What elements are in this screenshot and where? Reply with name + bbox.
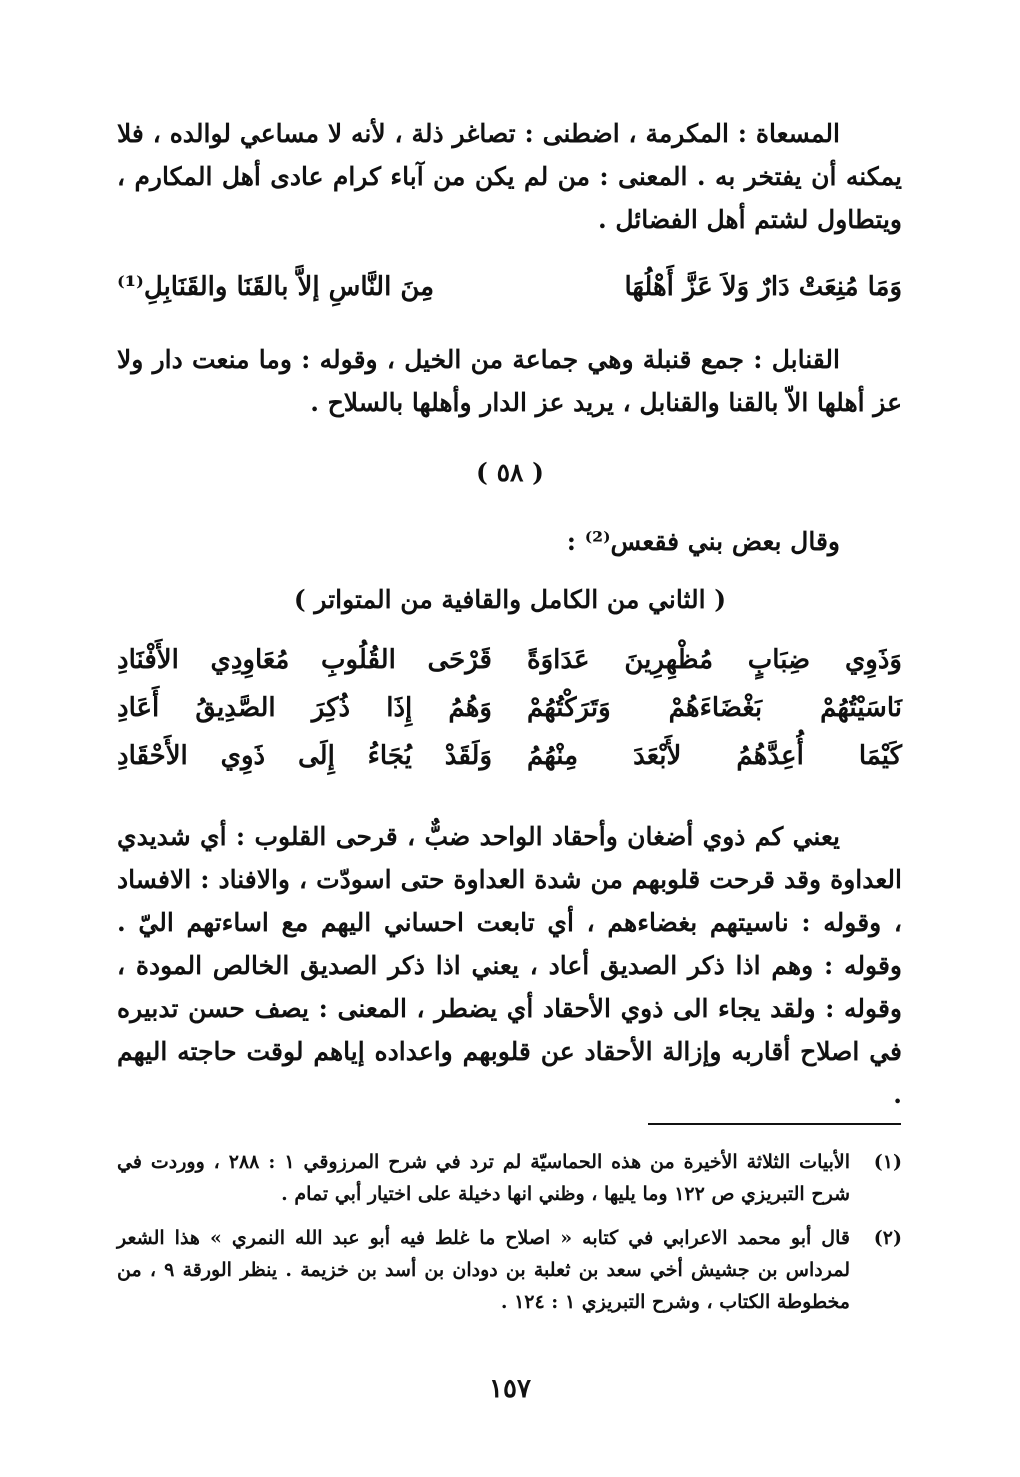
footnote-1-text: الأبيات الثلاثة الأخيرة من هذه الحماسيّة لم ترد في شرح المرزوقي ١ : ٢٨٨ ، ووردت في شرح التبريزي ص ١٢٢ وما يليها ، وظني انها دخيلة على اختيار أبي تمام .: [117, 1151, 850, 1205]
poem-verse-2: [117, 693, 902, 741]
meter-note: ( الثاني من الكامل والقافية من المتواتر ): [293, 585, 727, 614]
commentary-text-3: يعني كم ذوي أضغان وأحقاد الواحد ضبٌّ ، قرحى القلوب : أي شديدي العداوة وقد قرحت قلوبهم من شدة العداوة حتى اسودّت ، والافناد : الافساد ، وقوله : ناسيتهم بغضاءهم ، أي تابعت احساني اليهم مع اساءتهم اليّ . وقوله : وهم اذا ذكر الصديق أعاد ، يعني اذا ذكر الصديق الخالص المودة ، وقوله : ولقد يجاء الى ذوي الأحقاد أي يضطر ، المعنى : يصف حسن تدبيره في اصلاح أقاربه وإزالة الأحقاد عن قلوبهم واعداده إياهم لوقت حاجته اليهم .: [117, 822, 903, 1109]
commentary-paragraph-3: [117, 815, 902, 1116]
verse-hemistich-second: مِنَ النَّاسِ إلاَّ بالقَنَا والقَنَابِلِ⁽¹⁾: [117, 272, 435, 302]
poem-intro: وقال بعض بني فقعس⁽²⁾ :: [566, 527, 840, 556]
poem-verse-3: [117, 741, 902, 789]
poem-block: [117, 645, 902, 789]
poem-verse-1: [117, 645, 902, 693]
verse-hemistich-first: وَمَا مُنِعَتْ دَارٌ وَلاَ عَزَّ أَهْلُهَا: [624, 272, 902, 302]
commentary-paragraph-1: [117, 112, 902, 241]
footnote-divider: [648, 1123, 901, 1125]
page-number: ١٥٧: [489, 1374, 531, 1404]
footnote-2-number: (٢): [873, 1227, 902, 1249]
section-number: ( ٥٨ ): [476, 458, 544, 487]
verse-2-hemistich-second: وَهُمُ إِذَا ذُكِرَ الصَّدِيقُ أَعَادِ: [117, 693, 492, 723]
verse-line: [117, 272, 902, 312]
commentary-text-2: القنابل : جمع قنبلة وهي جماعة من الخيل ، وقوله : وما منعت دار ولا عز أهلها الاّ بالقنا والقنابل ، يريد عز الدار وأهلها بالسلاح .: [117, 345, 902, 417]
footnote-2: [117, 1222, 902, 1318]
verse-1-hemistich-second: قَرْحَى القُلُوبِ مُعَاوِدِي الأَفْنَادِ: [117, 645, 492, 675]
commentary-paragraph-2: [117, 338, 902, 424]
footnote-1: [117, 1146, 902, 1210]
verse-2-hemistich-first: نَاسَيْتُهُمْ بَغْضَاءَهُمْ وَتَرَكْتُهُمْ: [527, 693, 902, 723]
verse-3-hemistich-first: كَيْمَا أُعِدَّهُمُ لأَبْعَدَ مِنْهُمُ: [527, 741, 902, 771]
verse-1-hemistich-first: وَذَوِي ضِبَابٍ مُظْهِرِينَ عَدَاوَةً: [527, 645, 902, 675]
footnote-2-text: قال أبو محمد الاعرابي في كتابه « اصلاح ما غلط فيه أبو عبد الله النمري » هذا الشعر لمرداس بن جشيش أخي سعد بن ثعلبة بن دودان بن أسد بن خزيمة . ينظر الورقة ٩ ، من مخطوطة الكتاب ، وشرح التبريزي ١ : ١٢٤ .: [117, 1227, 850, 1313]
footnote-1-number: (١): [873, 1151, 902, 1173]
commentary-text-1: المسعاة : المكرمة ، اضطنى : تصاغر ذلة ، لأنه لا مساعي لوالده ، فلا يمكنه أن يفتخر به . المعنى : من لم يكن من آباء كرام عادى أهل المكارم ، ويتطاول لشتم أهل الفضائل .: [117, 119, 902, 234]
verse-3-hemistich-second: وَلَقَدْ يُجَاءُ إِلَى ذَوِي الأَحْقَادِ: [117, 741, 492, 771]
